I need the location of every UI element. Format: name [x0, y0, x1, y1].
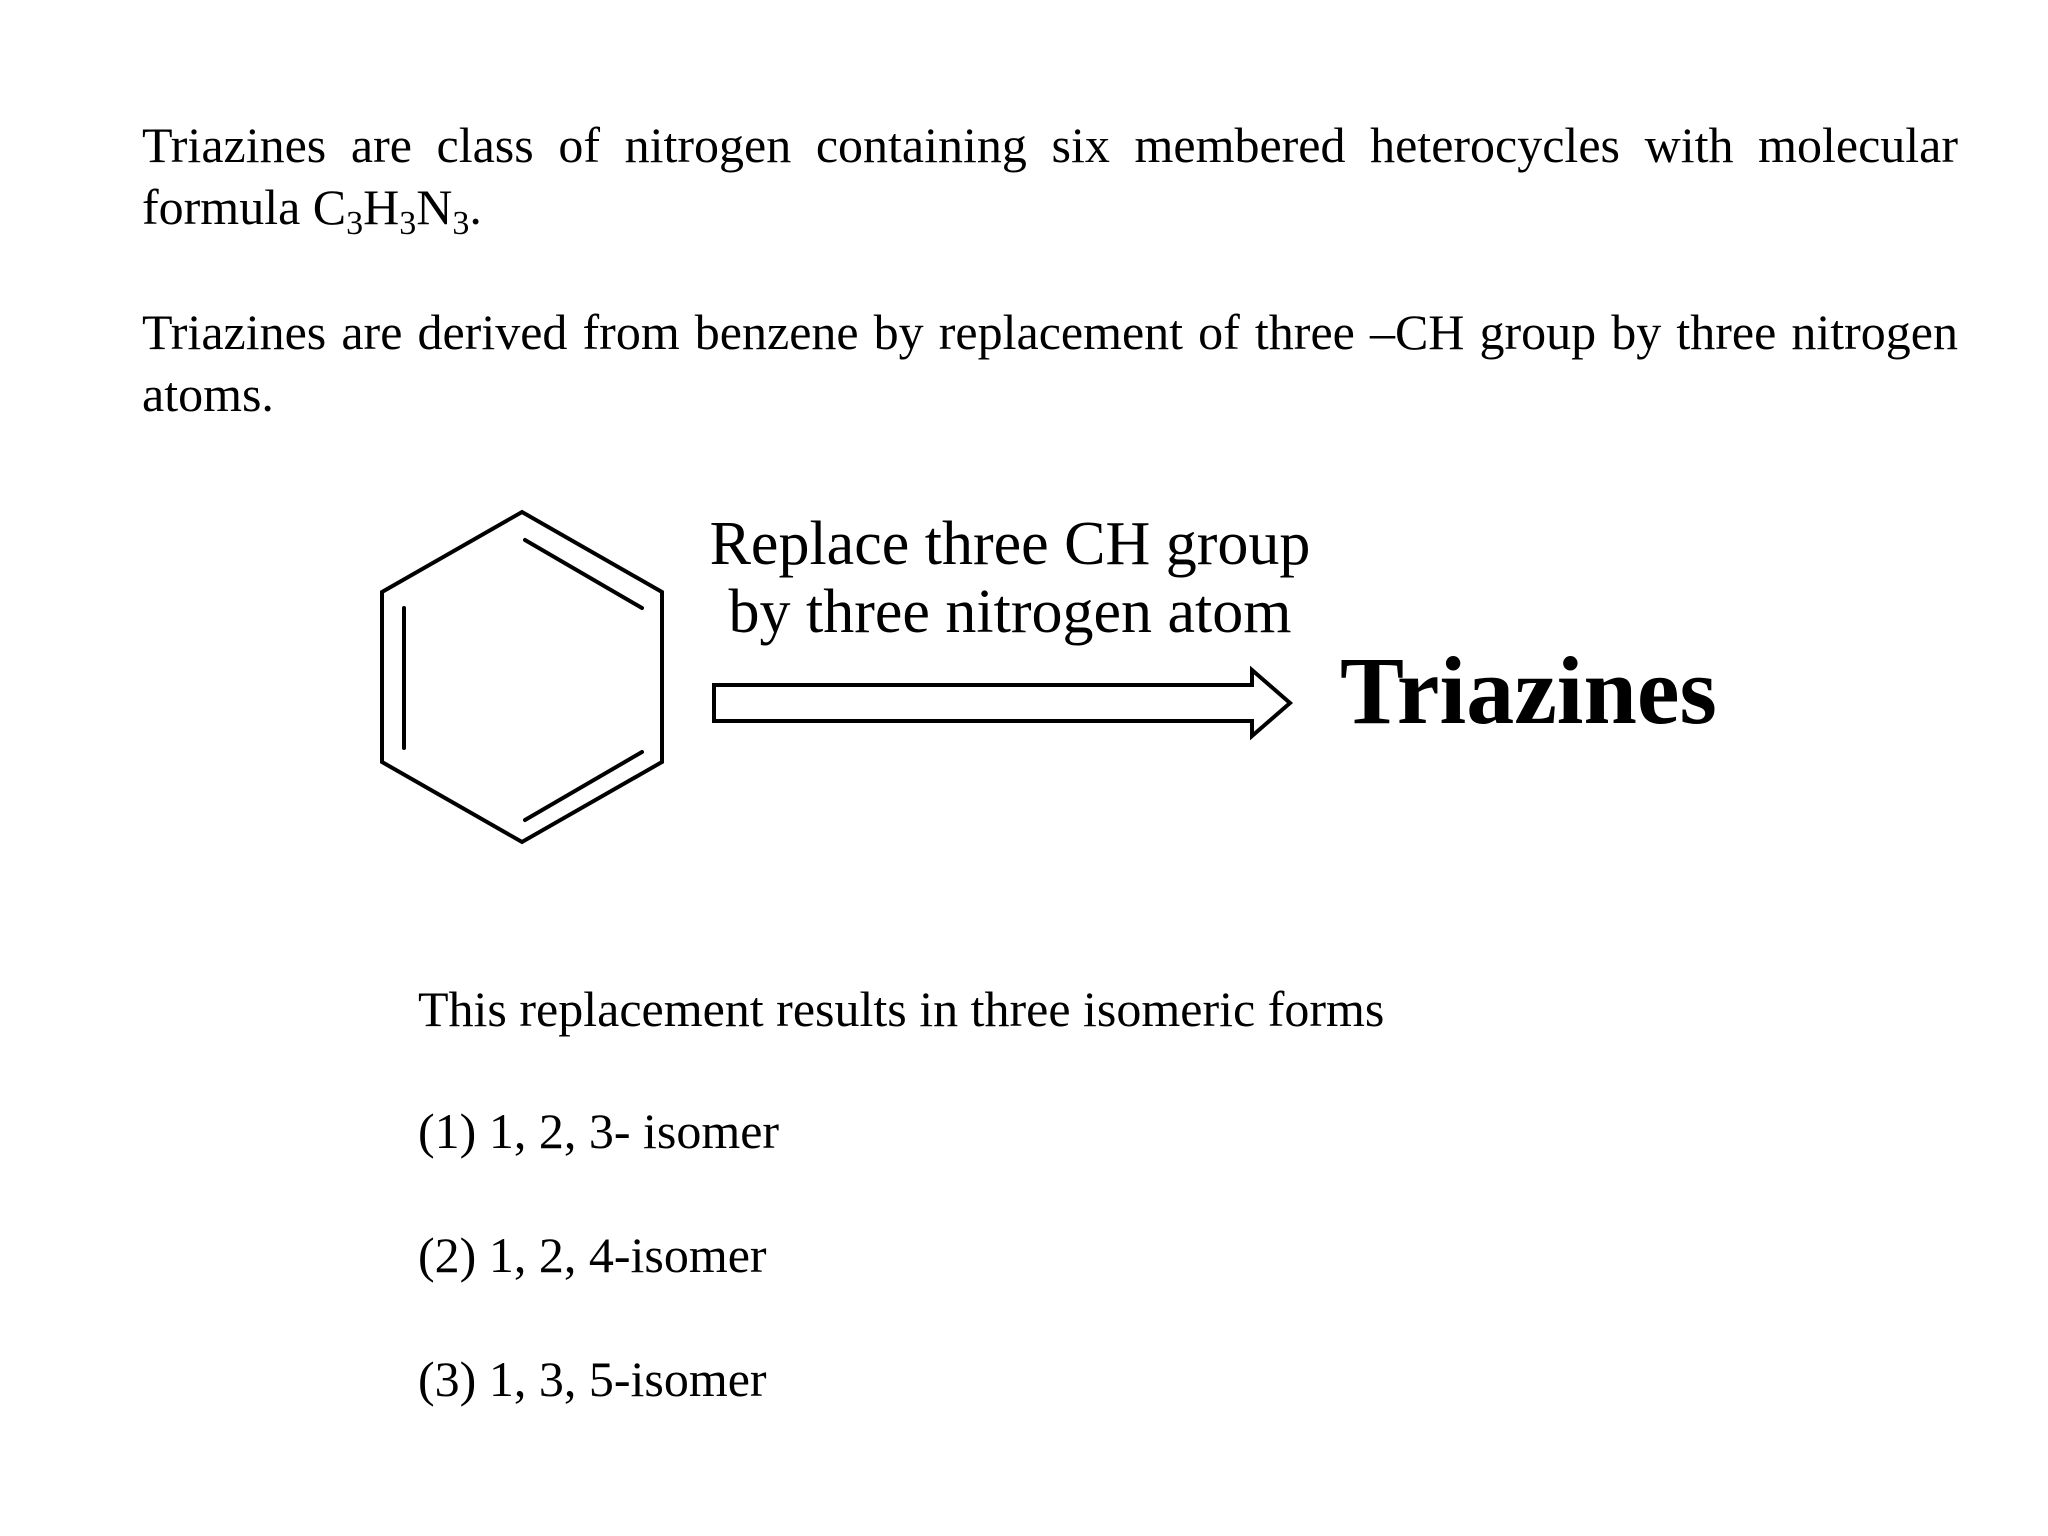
reaction-arrow: [700, 658, 1320, 748]
double-bond-top-right: [525, 540, 642, 608]
formula-h: H: [363, 179, 400, 235]
product-label: Triazines: [1340, 637, 1717, 744]
double-bond-bottom-right: [525, 752, 642, 820]
hollow-arrow-shape: [714, 670, 1290, 736]
arrow-label-line-1: Replace three CH group: [709, 510, 1311, 578]
isomer-number: (1): [418, 1103, 477, 1159]
benzene-hexagon: [382, 512, 662, 842]
intro-text: Triazines are class of nitrogen containing six membered heterocycles with molecular formula: [142, 117, 1958, 235]
isomer-item: [418, 1348, 767, 1410]
isomer-name: 1, 2, 4-isomer: [488, 1227, 767, 1283]
formula-n: N: [416, 179, 453, 235]
isomer-name: 1, 3, 5-isomer: [488, 1351, 767, 1407]
derivation-paragraph: Triazines are derived from benzene by replacement of three –CH group by three nitrogen atoms.: [142, 304, 1958, 422]
intro-period: .: [469, 179, 482, 235]
formula-n-count: 3: [452, 205, 470, 242]
formula-h-count: 3: [399, 205, 417, 242]
isomers-intro: This replacement results in three isomeric forms: [418, 981, 1385, 1037]
isomer-number: (2): [418, 1227, 477, 1283]
isomer-number: (3): [418, 1351, 477, 1407]
intro-paragraph: [142, 114, 1958, 242]
formula-c-count: 3: [346, 205, 364, 242]
isomer-item: [418, 1100, 779, 1162]
arrow-label-line-2: by three nitrogen atom: [728, 578, 1292, 646]
isomer-item: [418, 1224, 767, 1286]
isomer-name: 1, 2, 3- isomer: [488, 1103, 780, 1159]
formula-c: C: [312, 179, 347, 235]
